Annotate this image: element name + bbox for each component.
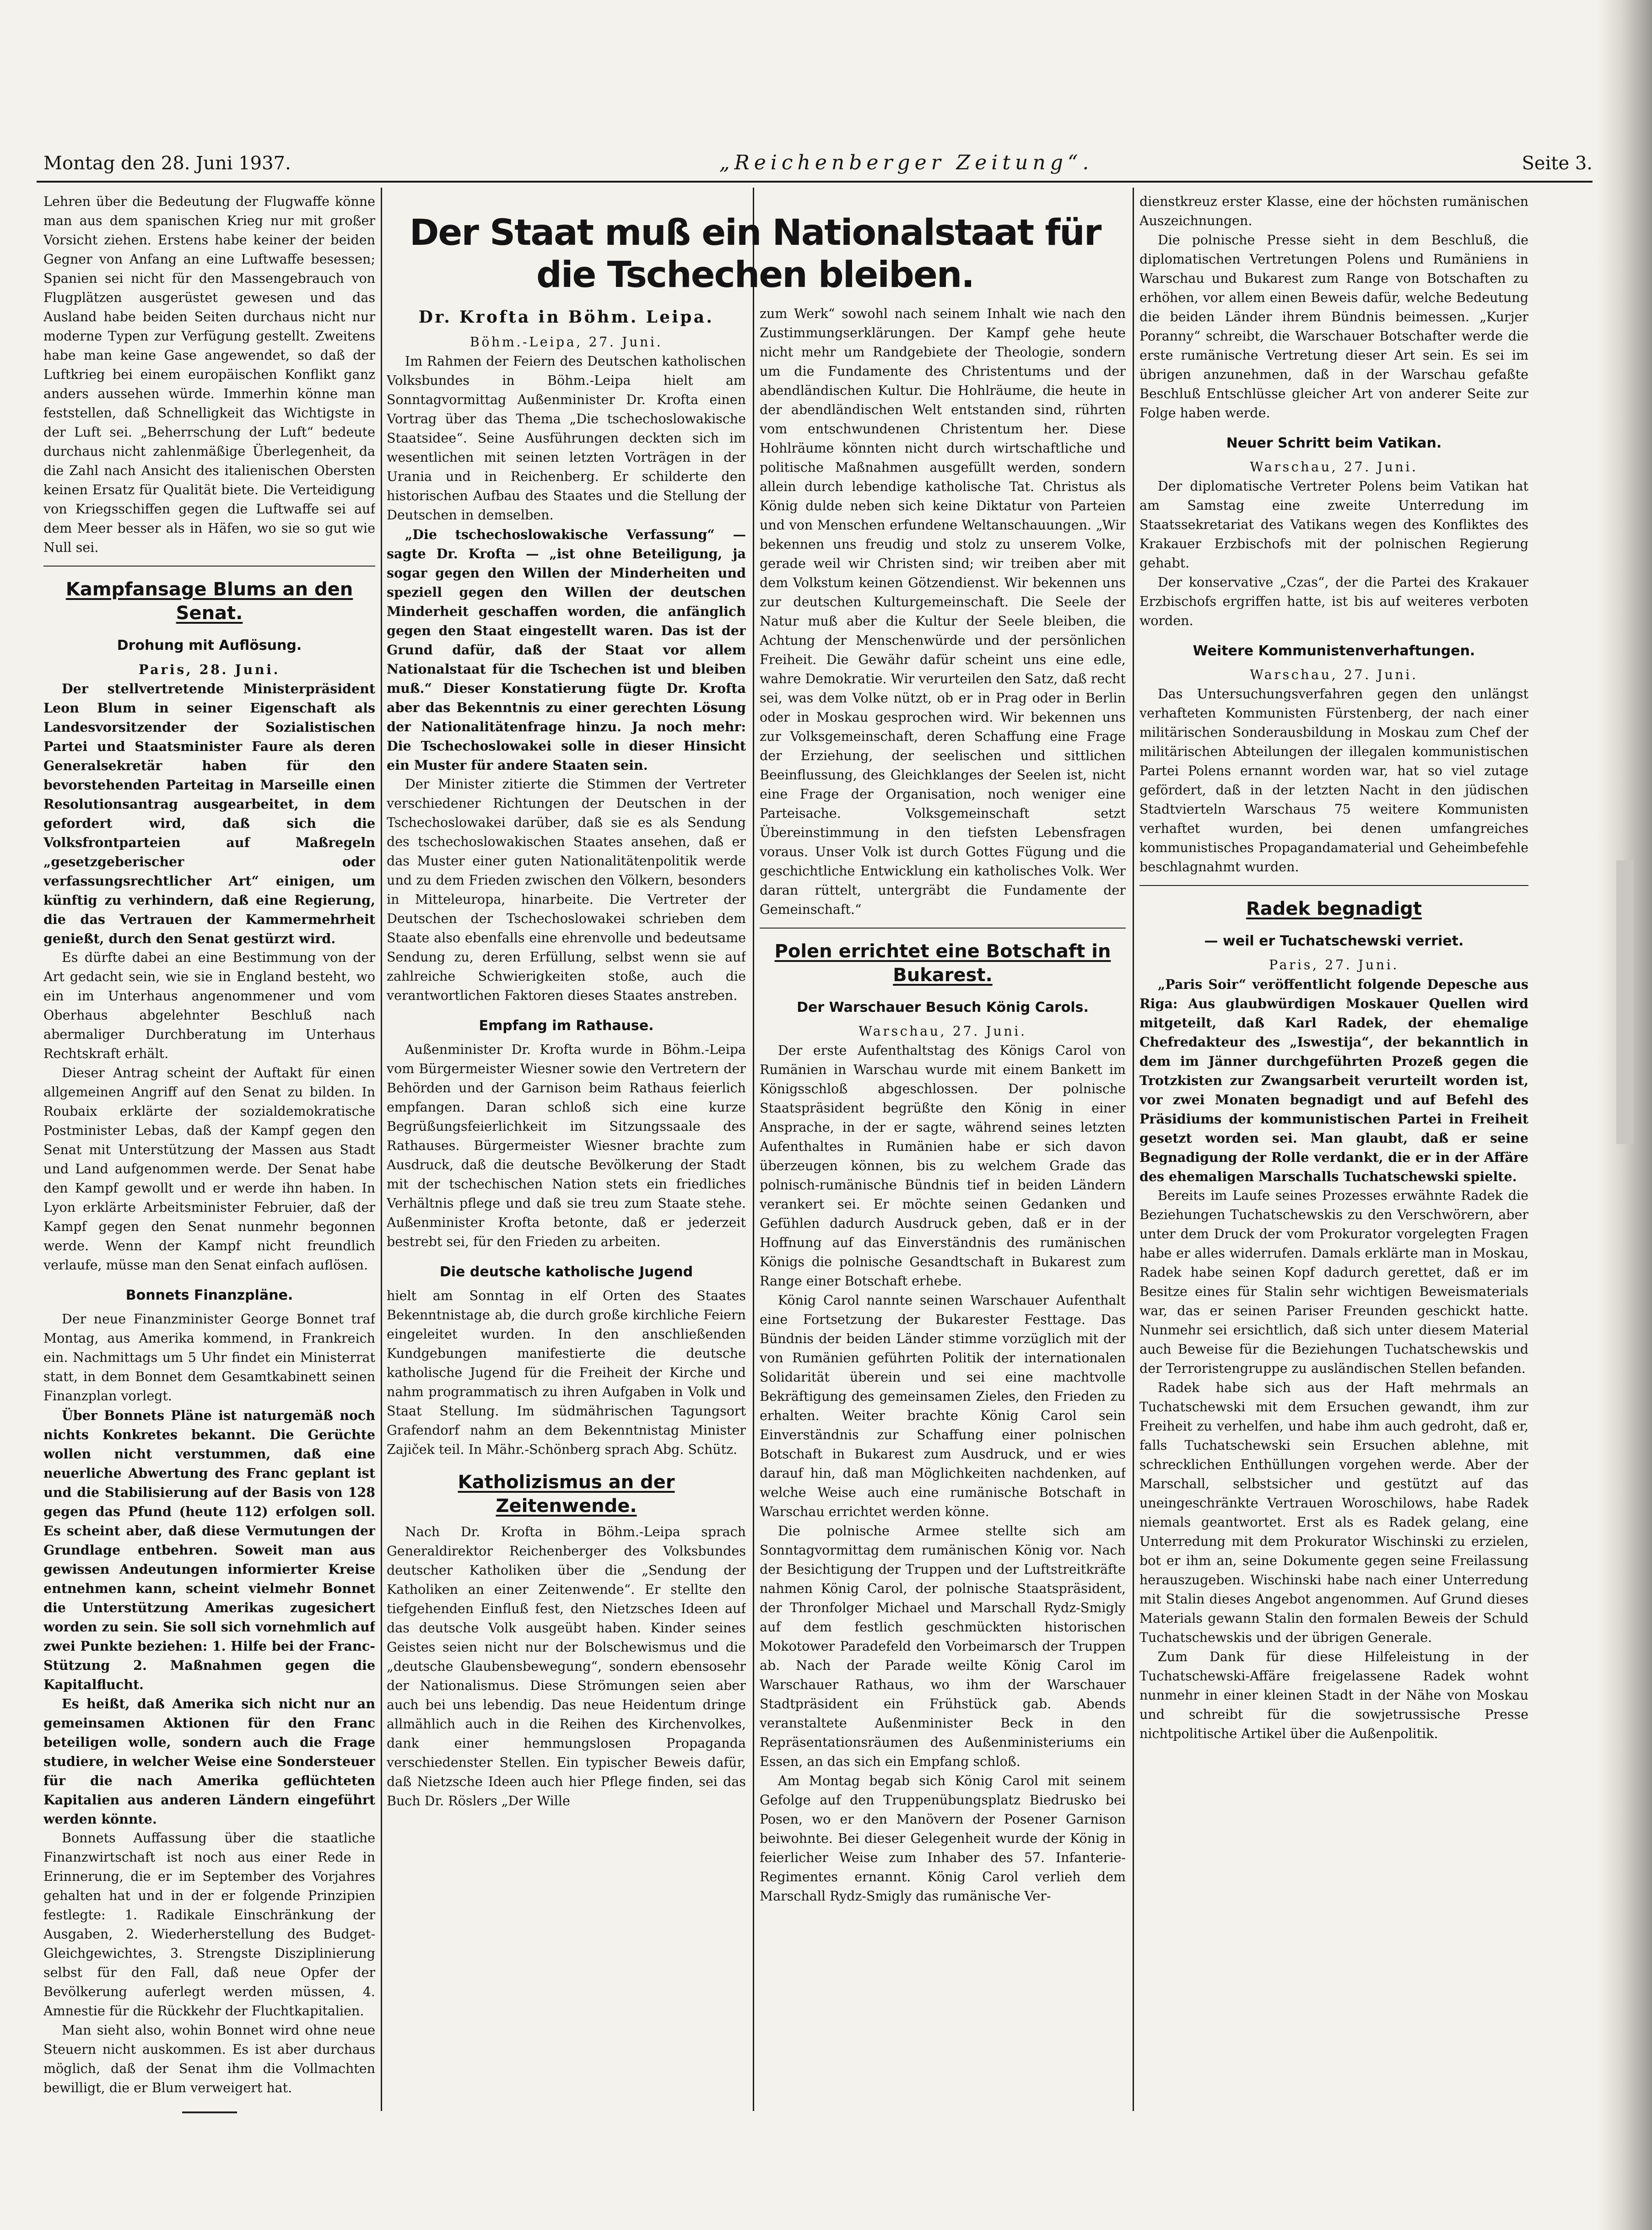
article-paragraph: Dieser Antrag scheint der Auftakt für einen allgemeinen Angriff auf den Senat zu bilden. In Roubaix erklärte der sozialdemokratische Postminister Lebas, daß der Kampf gegen den Senat mit Unterstützung der Massen aus Stadt und Land aufgenommen werde. Der Senat habe den Kampf gewollt und er werde ihn haben. In Lyon erklärte Arbeitsminister Februier, daß der Kampf gegen den Senat nunmehr begonnen werde. Wenn der Kampf nicht freundlich verlaufe, müsse man den Senat einfach auflösen. <box>43 1065 375 1273</box>
article-paragraph: Zum Dank für diese Hilfeleistung in der Tuchatschewski-Affäre freigelassene Radek wohnt nunmehr in einer kleinen Stadt in der Nähe von Moskau und schreibt für die sowjetrussische Presse nichtpolitische Artikel über die Außenpolitik. <box>1139 1649 1528 1741</box>
subheadline-polen: Der Warschauer Besuch König Carols. <box>797 999 1089 1015</box>
dateline: Paris, 27. Juni. <box>1269 957 1399 972</box>
column-1 <box>43 192 375 2161</box>
article-paragraph: Die polnische Presse sieht in dem Beschluß, die diplomatischen Vertretungen Polens und Rumäniens in Warschau und Bukarest zum Range von Botschaften zu erhöhen, vor allem einen Beweis dafür, welche Bedeutung die beiden Länder ihrem Bündnis beimessen. „Kurjer Poranny“ schreibt, die Warschauer Botschafter werde die erste rumänische Vertretung dieser Art sein. Es sei im übrigen anzunehmen, daß in der Warschau gefaßte Beschluß Entschlüsse gleicher Art von anderer Seite zur Folge haben werde. <box>1139 232 1528 421</box>
dateline: Warschau, 27. Juni. <box>1250 459 1418 475</box>
article-paragraph: Der konservative „Czas“, der die Partei des Krakauer Erzbischofs ergriffen hatte, ist bis auf weiteres verboten worden. <box>1139 575 1528 628</box>
header-page-number: Seite 3. <box>1522 153 1593 174</box>
column-rule <box>1133 188 1134 2111</box>
headline-polen: Polen errichtet eine Botschaft in Bukarest. <box>774 941 1111 986</box>
section-rule <box>1139 885 1528 886</box>
article-paragraph: zum Werk“ sowohl nach seinem Inhalt wie nach den Zustimmungserklärungen. Der Kampf gehe heute nicht mehr um Randgebiete der Theologie, sondern um die Fundamente des Christentums und der abendländischen Kultur. Die Hohlräume, die heute in der abendländischen Welt entstanden sind, rührten vom entschwundenen Christentum her. Diese Hohlräume könnten nicht durch wirtschaftliche und politische Maßnahmen ausgefüllt werden, sondern allein durch lebendige katholische Tat. Christus als König dulde neben sich keine Diktatur von Parteien und von Menschen erfundene Weltanschauungen. „Wir bekennen uns freudig und stolz zu unserem Volke, gerade weil wir Christen sind; wir treiben aber mit dem Volkstum keinen Götzendienst. Wir bekennen uns zur deutschen Kulturgemeinschaft. Die Seele der Natur muß aber die Kultur der Seele bleiben, die Achtung der Menschenwürde und der persönlichen Freiheit. Die Gewähr dafür scheint uns eine edle, wahre Demokratie. Wir verurteilen den Satz, daß recht sei, was dem Volke nützt, ob er in Prag oder in Berlin oder in Moskau gesprochen wird. Wir bekennen uns zur Volksgemeinschaft, deren Schaffung eine Frage der Erziehung, der seelischen und sittlichen Beeinflussung, des Gleichklanges der Seelen ist, nicht eine Frage der Organisation, noch weniger eine Parteisache. Volksgemeinschaft setzt Übereinstimmung in den tiefsten Lebensfragen voraus. Unser Volk ist durch Gottes Fügung und die geschichtliche Entwicklung ein katholisches Volk. Wer daran rüttelt, untergräbt die Fundamente der Gemeinschaft.“ <box>760 306 1126 917</box>
section-rule <box>760 928 1126 929</box>
article-paragraph: „Die tschechoslowakische Verfassung“ — sagte Dr. Krofta — „ist ohne Beteiligung, ja sogar gegen den Willen der Minderheiten und speziell gegen den Willen der deutschen Minderheit geschaffen worden, die anfänglich gegen den Staat eingestellt waren. Das ist der Grund dafür, daß der Staat vor allem Nationalstaat für die Tschechen ist und bleiben muß.“ Dieser Konstatierung fügte Dr. Krofta aber das Bekenntnis zu einer gerechten Lösung der Nationalitätenfrage hinzu. Ja noch mehr: Die Tschechoslowakei solle in dieser Hinsicht ein Muster für andere Staaten sein. <box>387 527 746 773</box>
end-rule <box>182 2111 237 2113</box>
article-paragraph: Im Rahmen der Feiern des Deutschen katholischen Volksbundes in Böhm.-Leipa hielt am Sonntagvormittag Außenminister Dr. Krofta einen Vortrag über das Thema „Die tschechoslowakische Staatsidee“. Seine Ausführungen deckten sich im wesentlichen mit seinen letzten Vorträgen in der Urania und in Reichenberg. Er schilderte den historischen Aufbau des Staates und die Stellung der Deutschen in demselben. <box>387 354 746 523</box>
page-header <box>43 151 1593 178</box>
article-paragraph: König Carol nannte seinen Warschauer Aufenthalt eine Fortsetzung der Bukarester Festtage. Das Bündnis der beiden Länder stimme vorzüglich mit der von Rumänien geführten Politik der internationalen Solidarität überein und sei eine machtvolle Bekräftigung des gemeinsamen Zieles, den Frieden zu erhalten. Weiter brachte König Carol sein Einverständnis zur Schaffung einer polnischen Botschaft in Bukarest zum Ausdruck, und er wies darauf hin, daß man Möglichkeiten nachdenken, auf welche Weise auch eine rumänische Botschaft in Warschau errichtet werden könne. <box>760 1293 1126 1519</box>
kicker: Dr. Krofta in Böhm. Leipa. <box>418 308 714 327</box>
dateline: Paris, 28. Juni. <box>138 662 280 677</box>
article-paragraph: Es heißt, daß Amerika sich nicht nur an gemeinsamen Aktionen für den Franc beteiligen wolle, sondern auch die Frage studiere, in welcher Weise eine Sondersteuer für die nach Amerika geflüchteten Kapitalien aus anderen Ländern eingeführt werden könnte. <box>43 1696 375 1827</box>
subheadline-radek: — weil er Tuchatschewski verriet. <box>1204 933 1464 949</box>
article-paragraph: Es dürfte dabei an eine Bestimmung von der Art gedacht sein, wie sie in England besteht, wo ein im Unterhaus angenommener und vom Oberhaus abgelehnter Beschluß nach abermaliger Durchberatung im Unterhaus Rechtskraft erhält. <box>43 950 375 1061</box>
headline-bonnet: Bonnets Finanzpläne. <box>125 1287 293 1303</box>
article-paragraph: Die polnische Armee stellte sich am Sonntagvormittag dem rumänischen König vor. Nach der Besichtigung der Truppen und der Luftstreitkräfte nahmen König Carol, der polnische Staatspräsident, der Thronfolger Michael und Marschall Rydz-Smigly auf dem festlich geschmückten historischen Mokotower Paradefeld den Vorbeimarsch der Truppen ab. Nach der Parade weilte König Carol im Warschauer Rathaus, wo ihm der Warschauer Stadtpräsident ein Frühstück gab. Abends veranstaltete Außenminister Beck in den Repräsentationsräumen des Außenministeriums ein Essen, an das sich ein Empfang schloß. <box>760 1523 1126 1769</box>
section-rule <box>43 566 375 567</box>
headline-jugend: Die deutsche katholische Jugend <box>439 1264 693 1280</box>
page-edge-shadow <box>1597 0 1652 2230</box>
article-paragraph: Der neue Finanzminister George Bonnet traf Montag, aus Amerika kommend, in Frankreich ein. Nachmittags um 5 Uhr findet ein Ministerrat statt, in dem Bonnet dem Gesamtkabinett seinen Finanzplan vorlegt. <box>43 1312 375 1404</box>
article-paragraph: Man sieht also, wohin Bonnet wird ohne neue Steuern nicht auskommen. Es ist aber durchaus möglich, daß der Senat ihm die Vollmachten bewilligt, die er Blum verweigert hat. <box>43 2023 375 2095</box>
article-paragraph: hielt am Sonntag in elf Orten des Staates Bekenntnistage ab, die durch große kirchliche Feiern eingeleitet wurden. In den anschließenden Kundgebungen manifestierte die deutsche katholische Jugend für die Freiheit der Kirche und nahm programmatisch zu ihren Aufgaben in Volk und Staat Stellung. Im südmährischen Tagungsort Grafendorf nahm an dem Bekenntnistag Minister Zajiček teil. In Mähr.-Schönberg sprach Abg. Schütz. <box>387 1288 746 1457</box>
article-paragraph: Das Untersuchungsverfahren gegen den unlängst verhafteten Kommunisten Fürstenberg, der nach einer militärischen Sonderausbildung in Moskau zum Chef der militärischen Abteilungen der illegalen kommunistischen Partei Polens ernannt worden war, hat so viel zutage gefördert, daß in der letzten Nacht in den jüdischen Stadtvierteln Warschaus 75 weitere Kommunisten verhaftet wurden, bei denen umfangreiches kommunistisches Propagandamaterial und Geheimbefehle beschlagnahmt wurden. <box>1139 686 1528 875</box>
headline-blum: Kampfansage Blums an den Senat. <box>65 579 353 624</box>
dateline: Böhm.-Leipa, 27. Juni. <box>470 335 663 350</box>
column-rule <box>753 188 754 2111</box>
column-2-body <box>387 304 746 2161</box>
article-paragraph: Außenminister Dr. Krofta wurde in Böhm.-Leipa vom Bürgermeister Wiesner sowie den Vertretern der Behörden und der Garnison beim Rathaus feierlich empfangen. Daran schloß sich eine kurze Begrüßungsfeierlichkeit im Sitzungssaale des Rathauses. Bürgermeister Wiesner brachte zum Ausdruck, daß die deutsche Bevölkerung der Stadt mit der tschechischen Nation stets ein friedliches Verhältnis pflege und daß sie treu zum Staate stehe. Außenminister Krofta betonte, daß er jederzeit bestrebt sei, für den Frieden zu arbeiten. <box>387 1042 746 1249</box>
subheadline-blum: Drohung mit Auflösung. <box>117 637 302 653</box>
article-paragraph: Der diplomatische Vertreter Polens beim Vatikan hat am Samstag eine zweite Unterredung im Staatssekretariat des Vatikans wegen des Konfliktes des Krakauer Erzbischofs mit der polnischen Regierung gehabt. <box>1139 479 1528 571</box>
column-rule <box>381 188 382 2111</box>
article-paragraph: Radek habe sich aus der Haft mehrmals an Tuchatschewski mit dem Ersuchen gewandt, ihm zur Freiheit zu verhelfen, und habe ihm auch gedroht, daß er, falls Tuchatschewski sein Ersuchen ablehne, mit schrecklichen Enthüllungen vorgehen werde. Aber der Marschall, selbstsicher und gestützt auf das uneingeschränkte Vertrauen Woroschilows, habe Radek niemals geantwortet. Erst als es Radek gelang, eine Unterredung mit dem Prokurator Wischinski zu erzielen, bot er ihm an, seine Dokumente gegen seine Freilassung herauszugeben. Wischinski habe nach einer Unterredung mit Stalin dieses Angebot angenommen. Auf Grund dieses Materials gewann Stalin den formalen Beweis der Schuld Tuchatschewskis und der übrigen Generale. <box>1139 1380 1528 1645</box>
article-paragraph: Der stellvertretende Ministerpräsident Leon Blum in seiner Eigenschaft als Landesvorsitzender der Sozialistischen Partei und Staatsminister Faure als deren Generalsekretär haben für den bevorstehenden Parteitag in Marseille einen Resolutionsantrag ausgearbeitet, in dem gefordert wird, daß sich die Volksfrontparteien auf Maßregeln „gesetzgeberischer oder verfassungsrechtlicher Art“ einigen, um künftig zu verhindern, daß eine Regierung, die das Vertrauen der Kammermehrheit genießt, durch den Senat gestürzt wird. <box>43 681 375 946</box>
article-paragraph: Der Minister zitierte die Stimmen der Vertreter verschiedener Richtungen der Deutschen in der Tschechoslowakei darüber, daß sie es als Sendung des tschechoslowakischen Staates ansehen, daß er das Muster einer guten Nationalitätenpolitik werde und zu dem Frieden zwischen den Völkern, besonders in Mitteleuropa, hinarbeite. Die Vertreter der Deutschen der Tschechoslowakei schrieben dem Staate also ebenfalls eine ehrenvolle und bedeutsame Sendung zu, deren Erfüllung, selbst wenn sie auf zahlreiche Schwierigkeiten stoße, auch die verantwortlichen Faktoren dieses Staates anstreben. <box>387 777 746 1003</box>
headline-katholizismus: Katholizismus an der Zeitenwende. <box>458 1472 675 1517</box>
headline-vatikan: Neuer Schritt beim Vatikan. <box>1226 435 1442 451</box>
article-paragraph: Der erste Aufenthaltstag des Königs Carol von Rumänien in Warschau wurde mit einem Bankett im Königsschloß abgeschlossen. Der polnische Staatspräsident begrüßte den König in einer Ansprache, in der er sagte, während seines letzten Aufenthaltes in Rumänien habe er sich davon überzeugen können, bis zu welchem Grade das polnisch-rumänische Bündnis tief in beiden Ländern verankert sei. Er möchte seinen Gedanken und Gefühlen dadurch Ausdruck geben, daß er in der Hoffnung auf das Einverständnis des rumänischen Königs die polnische Gesandtschaft in Bukarest zum Range einer Botschaft erhebe. <box>760 1043 1126 1289</box>
article-paragraph: Am Montag begab sich König Carol mit seinem Gefolge auf den Truppenübungsplatz Biedrusko bei Posen, wo er den Manövern der Posener Garnison beiwohnte. Bei dieser Gelegenheit wurde der König in feierlicher Weise zum Inhaber des 57. Infanterie-Regimentes ernannt. König Carol verlieh dem Marschall Rydz-Smigly das rumänische Ver- <box>760 1773 1126 1904</box>
column-3 <box>760 304 1126 2161</box>
article-paragraph: „Paris Soir“ veröffentlicht folgende Depesche aus Riga: Aus glaubwürdigen Moskauer Quellen wird mitgeteilt, daß Karl Radek, der ehemalige Chefredakteur des „Iswestija“, der bekanntlich in dem im Jänner durchgeführten Prozeß gegen die Trotzkisten zur Zwangsarbeit verurteilt worden ist, vor zwei Monaten begnadigt und auf Befehl des Präsidiums der kommunistischen Partei in Freiheit gesetzt worden sei. Man glaubt, daß er seine Begnadigung der Rolle verdankt, die er in der Affäre des ehemaligen Marschalls Tuchatschewski spielte. <box>1139 977 1528 1184</box>
dateline: Warschau, 27. Juni. <box>858 1024 1027 1039</box>
headline-radek: Radek begnadigt <box>1246 898 1422 919</box>
main-headline: Der Staat muß ein Nationalstaat für die Tschechen bleiben. <box>409 212 1101 296</box>
headline-kommunisten: Weitere Kommunistenverhaftungen. <box>1193 643 1475 659</box>
dateline: Warschau, 27. Juni. <box>1250 667 1418 682</box>
header-rule <box>37 181 1593 183</box>
article-paragraph: dienstkreuz erster Klasse, eine der höchsten rumänischen Auszeichnungen. <box>1139 194 1528 228</box>
column-4 <box>1139 192 1528 2161</box>
article-paragraph: Über Bonnets Pläne ist naturgemäß noch nichts Konkretes bekannt. Die Gerüchte wollen nicht verstummen, daß eine neuerliche Abwertung des Franc geplant ist und die Stabilisierung auf der Basis von 128 gegen das Pfund (heute 112) erfolgen soll. Es scheint aber, daß diese Vermutungen der Grundlage entbehren. Soweit man aus gewissen Andeutungen informierter Kreise entnehmen kann, scheint vielmehr Bonnet die Unterstützung Amerikas zugesichert worden zu sein. Sie soll sich vornehmlich auf zwei Punkte beziehen: 1. Hilfe bei der Franc-Stützung 2. Maßnahmen gegen die Kapitalflucht. <box>43 1408 375 1692</box>
headline-empfang: Empfang im Rathause. <box>479 1018 654 1034</box>
article-paragraph: Bereits im Laufe seines Prozesses erwähnte Radek die Beziehungen Tuchatschewskis zu den Verschwörern, aber unter dem Druck der vom Prokurator vorgelegten Fragen habe er alles widerrufen. Damals erklärte man in Moskau, Radek habe seinen Kopf dadurch gerettet, daß er im Besitze eines für Stalin sehr wichtigen Beweismaterials war, das er seinen Pariser Freunden geschickt hatte. Nunmehr sei ersichtlich, daß sich unter diesem Material auch Beweise für die Beziehungen Tuchatschewskis und der Terroristengruppe zu ausländischen Stellen befanden. <box>1139 1188 1528 1376</box>
article-paragraph: Bonnets Auffassung über die staatliche Finanzwirtschaft ist noch aus einer Rede in Erinnerung, die er im September des Vorjahres gehalten hat und in der er folgende Prinzipien festlegte: 1. Radikale Einschränkung der Ausgaben, 2. Wiederherstellung des Budget-Gleichgewichtes, 3. Strengste Disziplinierung selbst für den Fall, daß neue Opfer der Bevölkerung auferlegt werden müssen, 4. Amnestie für die Rückkehr der Fluchtkapitalien. <box>43 1830 375 2019</box>
article-paragraph: Nach Dr. Krofta in Böhm.-Leipa sprach Generaldirektor Reichenberger des Volksbundes deutscher Katholiken über die „Sendung der Katholiken an einer Zeitenwende“. Er stellte den tiefgehenden Einfluß fest, den Nietzsches Ideen auf das deutsche Volk ausgeübt haben. Kinder seines Geistes seien nicht nur der Bolschewismus und die „deutsche Glaubensbewegung“, sondern ebensosehr der Nationalismus. Diese Strömungen seien aber auch bei uns lebendig. Das neue Heidentum dringe allmählich auch in die Reihen des Kirchenvolkes, dank einer hemmungslosen Propaganda verschiedenster Stellen. Ein typischer Beweis dafür, daß Nietzsche Ideen auch hier Pflege finden, sei das Buch Dr. Röslers „Der Wille <box>387 1524 746 1809</box>
article-paragraph: Lehren über die Bedeutung der Flugwaffe könne man aus dem spanischen Krieg nur mit großer Vorsicht ziehen. Erstens habe keiner der beiden Gegner von Anfang an eine Luftwaffe besessen; Spanien sei nicht für den Massengebrauch von Flugplätzen ausgerüstet gewesen und das Ausland habe beiden Seiten durchaus nicht nur moderne Typen zur Verfügung gestellt. Zweitens habe man keine Gase angewendet, so daß der Luftkrieg bei einem europäischen Konflikt ganz anders aussehen würde. Immerhin könne man feststellen, daß Schnelligkeit das Wichtigste in der Luft sei. „Beherrschung der Luft“ bedeute durchaus nicht zahlenmäßige Überlegenheit, da die Zahl nach Ansicht des italienischen Obersten keinen Ersatz für Qualität biete. Die Verteidigung von Kriegsschiffen gegen die Luftwaffe sei auf dem Meer besser als in Häfen, wo sie so gut wie Null sei. <box>43 194 375 555</box>
header-date: Montag den 28. Juni 1937. <box>43 153 291 174</box>
header-masthead: „Reichenberger Zeitung“. <box>719 151 1094 174</box>
